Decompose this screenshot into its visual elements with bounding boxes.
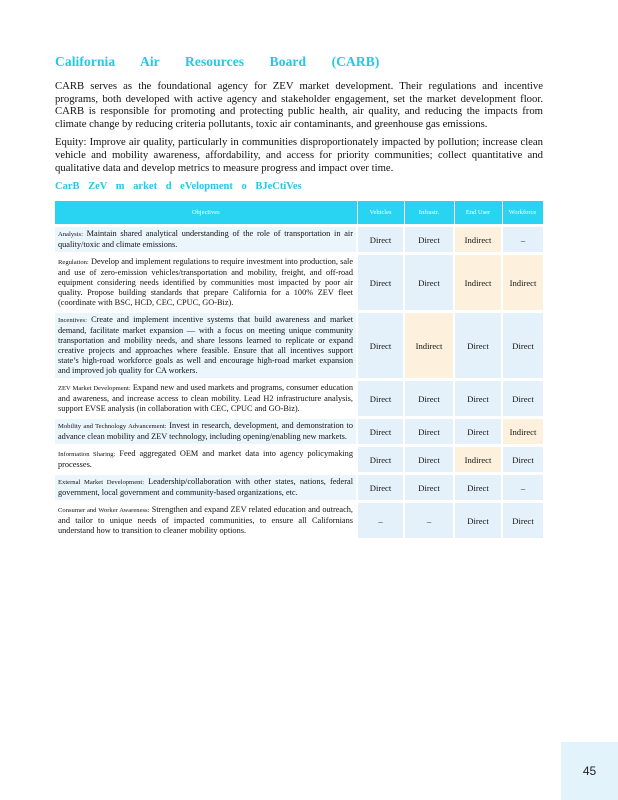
table-row [55, 226, 543, 254]
header-infrastructure: Infrastr. [404, 201, 454, 226]
objective-cell [55, 502, 357, 539]
objective-text: Develop and implement regulations to require investment into production, sale and use of zero-emission vehicles/transportation and mobility, freight, and off-road equipment considering needs identified by communities most impacted by poor air quality. Propose building standards that prepare California for a 100% ZEV fleet (coordinate with BSC, HCD, CEC, CPUC, GO-Biz). [58, 257, 353, 308]
objective-cell [55, 254, 357, 312]
objective-text: Strengthen and expand ZEV related education and outreach, and tailor to unique needs of impacted communities, to ensure all Californians understand how to transition to cleaner mobility options. [58, 505, 353, 536]
impact-cell: Direct [404, 418, 454, 446]
table-heading: CarB ZeV m arket d eVelopment o BJeCtiVes [55, 181, 302, 193]
header-end-user: End User [454, 201, 502, 226]
objective-label: ZEV Market Development: [58, 385, 131, 393]
header-objectives: Objectives [55, 201, 357, 226]
objective-cell [55, 446, 357, 474]
impact-cell: Direct [502, 380, 543, 418]
impact-cell: Direct [404, 446, 454, 474]
objective-text: Expand new and used markets and programs, consumer education and awareness, and increase access to clean mobility. Lead H2 infrastructure analysis, support EVSE analysis (in collaboration with CEC, CPUC and GO-Biz). [58, 383, 353, 414]
objective-label: Mobility and Technology Advancement: [58, 423, 167, 431]
page-number: 45 [561, 742, 618, 800]
impact-cell: Direct [454, 380, 502, 418]
page-content [55, 54, 543, 538]
impact-cell: Indirect [502, 254, 543, 312]
impact-cell: Direct [502, 446, 543, 474]
impact-cell: Direct [357, 418, 404, 446]
impact-cell: Direct [357, 312, 404, 380]
objective-cell [55, 380, 357, 418]
impact-cell: Direct [357, 474, 404, 502]
impact-cell: Direct [502, 502, 543, 539]
objective-text: Maintain shared analytical understanding of the role of transportation in air quality/toxic and climate emissions. [58, 229, 353, 250]
impact-cell: Direct [357, 226, 404, 254]
table-header-row [55, 201, 543, 226]
objective-label: External Market Development: [58, 479, 145, 487]
impact-cell: Direct [454, 418, 502, 446]
objective-label: Incentives: [58, 317, 87, 325]
objective-text: Leadership/collaboration with other states, nations, federal government, local government and community-based organizations, etc. [58, 477, 353, 498]
impact-cell: Indirect [454, 254, 502, 312]
objective-cell [55, 226, 357, 254]
impact-cell: – [357, 502, 404, 539]
equity-paragraph [55, 136, 543, 174]
objective-label: Regulation: [58, 259, 89, 267]
impact-cell: Direct [357, 254, 404, 312]
table-row [55, 418, 543, 446]
table-row [55, 502, 543, 539]
impact-cell: – [404, 502, 454, 539]
intro-paragraph: CARB serves as the foundational agency for ZEV market development. Their regulations and incentive programs, both developed with active agency and stakeholder engagement, set the market development floor. CARB is responsible for promoting and protecting public health, air quality, and reducing the impacts from climate change by reducing criteria pollutants, toxic air contaminants, and greenhouse gas emissions. [55, 80, 543, 130]
impact-cell: Indirect [502, 418, 543, 446]
page-title: California Air Resources Board (CARB) [55, 54, 380, 69]
equity-label: Equity: [55, 136, 87, 149]
header-workforce: Workforce [502, 201, 543, 226]
impact-cell: Direct [404, 254, 454, 312]
objective-label: Consumer and Worker Awareness: [58, 507, 150, 515]
objective-cell [55, 312, 357, 380]
table-row [55, 474, 543, 502]
table-row [55, 446, 543, 474]
impact-cell: Indirect [404, 312, 454, 380]
impact-cell: Direct [404, 474, 454, 502]
impact-cell: Direct [454, 502, 502, 539]
objective-cell [55, 418, 357, 446]
impact-cell: Direct [404, 226, 454, 254]
impact-cell: Direct [454, 474, 502, 502]
table-row [55, 380, 543, 418]
table-row [55, 254, 543, 312]
table-row [55, 312, 543, 380]
impact-cell: Direct [357, 380, 404, 418]
objectives-table [55, 201, 544, 538]
impact-cell: – [502, 226, 543, 254]
header-vehicles: Vehicles [357, 201, 404, 226]
objective-cell [55, 474, 357, 502]
impact-cell: Direct [404, 380, 454, 418]
impact-cell: Direct [454, 312, 502, 380]
objective-text: Feed aggregated OEM and market data into agency policymaking processes. [58, 449, 353, 470]
impact-cell: Indirect [454, 226, 502, 254]
impact-cell: Direct [357, 446, 404, 474]
objective-label: Information Sharing: [58, 451, 116, 459]
impact-cell: – [502, 474, 543, 502]
impact-cell: Indirect [454, 446, 502, 474]
impact-cell: Direct [502, 312, 543, 380]
equity-text: Improve air quality, particularly in communities disproportionately impacted by pollution; increase clean vehicle and mobility awareness, affordability, and access for priority communities; collect quantitative and qualitative data and develop metrics to measure progress and impact over time. [55, 136, 543, 174]
objective-text: Invest in research, development, and demonstration to advance clean mobility and ZEV technology, including opening/enabling new markets. [58, 421, 354, 442]
objective-label: Analysis: [58, 231, 83, 239]
objective-text: Create and implement incentive systems that build awareness and market demand, facilitate market expansion — with a focus on meeting unique community transportation and mobility needs, and share lessons learned to replicate or expand creative projects and approaches where feasible. Ensure that all incentives support state’s high-road workforce goals as well and encourage high-road market expansion and improved job quality for CA workers. [58, 315, 353, 376]
